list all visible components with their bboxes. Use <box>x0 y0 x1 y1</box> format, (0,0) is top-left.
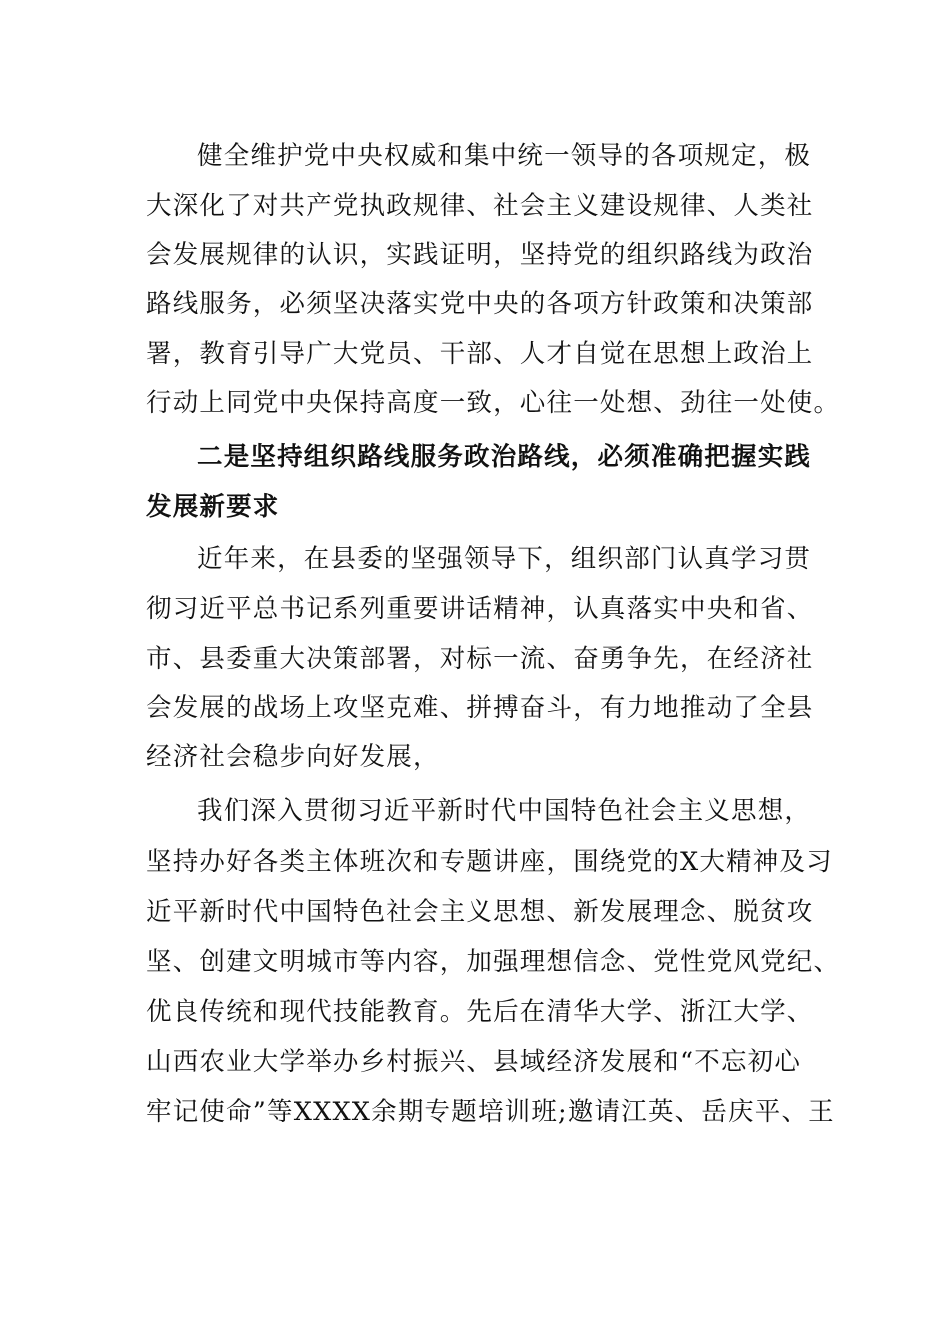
paragraph-1-line: 行动上同党中央保持高度一致，心往一处想、劲往一处使。 <box>146 388 841 418</box>
paragraph-1-line: 路线服务，必须坚决落实党中央的各项方针政策和决策部 <box>146 289 814 319</box>
paragraph-3-line: 优良传统和现代技能教育。先后在清华大学、浙江大学、 <box>146 997 814 1027</box>
paragraph-2-line: 彻习近平总书记系列重要讲话精神，认真落实中央和省、 <box>146 594 814 624</box>
paragraph-1-line: 署，教育引导广大党员、干部、人才自觉在思想上政治上 <box>146 339 814 369</box>
paragraph-2-line: 会发展的战场上攻坚克难、拼搏奋斗，有力地推动了全县 <box>146 693 814 723</box>
section-heading-line: 二是坚持组织路线服务政治路线，必须准确把握实践 <box>197 442 812 472</box>
paragraph-3-line: 山西农业大学举办乡村振兴、县域经济发展和“不忘初心 <box>146 1047 802 1077</box>
paragraph-1-line: 大深化了对共产党执政规律、社会主义建设规律、人类社 <box>146 191 814 221</box>
paragraph-3-line: 坚持办好各类主体班次和专题讲座，围绕党的X大精神及习 <box>146 847 833 877</box>
paragraph-1-line: 健全维护党中央权威和集中统一领导的各项规定，极 <box>197 141 812 171</box>
paragraph-2-line: 近年来，在县委的坚强领导下，组织部门认真学习贯 <box>197 544 812 574</box>
section-heading-line: 发展新要求 <box>146 492 280 522</box>
paragraph-3-line: 牢记使命”等XXXX余期专题培训班;邀请江英、岳庆平、王 <box>146 1097 835 1127</box>
paragraph-1-line: 会发展规律的认识，实践证明，坚持党的组织路线为政治 <box>146 240 814 270</box>
paragraph-3-line: 坚、创建文明城市等内容，加强理想信念、党性党风党纪、 <box>146 947 841 977</box>
paragraph-2-line: 经济社会稳步向好发展， <box>146 742 440 772</box>
paragraph-3-line: 近平新时代中国特色社会主义思想、新发展理念、脱贫攻 <box>146 897 814 927</box>
paragraph-2-line: 市、县委重大决策部署，对标一流、奋勇争先，在经济社 <box>146 644 814 674</box>
paragraph-3-line: 我们深入贯彻习近平新时代中国特色社会主义思想， <box>197 796 812 826</box>
